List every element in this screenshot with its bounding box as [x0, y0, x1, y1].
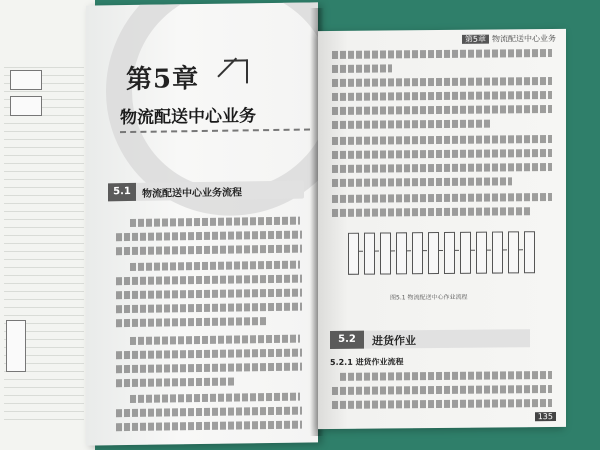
- body-text-line: [116, 317, 266, 327]
- body-text-line: [332, 149, 552, 159]
- flow-arrow: [486, 250, 491, 251]
- chapter-subtitle: 物流配送中心业务: [120, 106, 256, 129]
- body-text-line: [332, 385, 552, 395]
- flow-arrow: [422, 250, 427, 251]
- flow-arrow: [470, 250, 475, 251]
- table-surface: [566, 20, 600, 450]
- flow-step: [508, 231, 519, 273]
- body-text-line: [116, 349, 302, 360]
- flow-arrow: [454, 250, 459, 251]
- running-header-number: 第5章: [462, 35, 489, 44]
- background-diagram-box: [10, 96, 42, 116]
- body-text-line: [116, 231, 302, 242]
- right-page: [318, 29, 566, 429]
- body-text-line: [332, 49, 552, 59]
- body-text-line: [332, 105, 552, 115]
- flow-arrow: [358, 251, 363, 252]
- section-title: 进货作业: [372, 334, 416, 348]
- flow-step: [460, 232, 471, 274]
- arrow-up-right-icon: [224, 59, 248, 83]
- body-text-line: [130, 335, 300, 345]
- flow-step: [428, 232, 439, 274]
- subsection-title: 5.2.1 进货作业流程: [330, 357, 404, 367]
- body-text-line: [332, 135, 552, 145]
- flow-step: [476, 232, 487, 274]
- body-text-line: [332, 91, 552, 101]
- flow-arrow: [502, 249, 507, 250]
- body-text-line: [332, 177, 512, 187]
- body-text-line: [116, 407, 302, 418]
- chapter-title: 第5章: [126, 64, 200, 96]
- flow-step: [492, 231, 503, 273]
- body-text-line: [332, 120, 492, 129]
- section-number: 5.1: [108, 183, 136, 201]
- body-text-line: [332, 193, 552, 203]
- body-text-line: [332, 399, 552, 409]
- flow-step: [412, 232, 423, 274]
- background-book: [0, 0, 95, 450]
- body-text-line: [340, 371, 552, 381]
- body-text-line: [332, 77, 552, 87]
- section-heading: [108, 181, 304, 202]
- body-text-line: [116, 378, 236, 388]
- flow-arrow: [374, 251, 379, 252]
- flow-step: [348, 233, 359, 275]
- body-text-line: [116, 275, 302, 286]
- body-text-line: [116, 245, 302, 256]
- page-number: 135: [535, 412, 556, 421]
- body-text-line: [130, 261, 300, 271]
- body-text-line: [116, 289, 302, 300]
- flow-arrow: [438, 250, 443, 251]
- figure-caption: 图5.1 物流配送中心作业流程: [390, 293, 468, 302]
- flow-step: [396, 232, 407, 274]
- body-text-line: [332, 207, 532, 217]
- flow-diagram: [348, 225, 538, 283]
- body-text-line: [130, 217, 300, 227]
- section-title: 物流配送中心业务流程: [142, 187, 242, 200]
- background-diagram-box: [10, 70, 42, 90]
- left-page: [86, 2, 318, 445]
- section-heading: [330, 329, 530, 349]
- flow-step: [380, 232, 391, 274]
- flow-step: [524, 231, 535, 273]
- background-diagram-box: [6, 320, 26, 372]
- running-header-text: 物流配送中心业务: [492, 34, 556, 44]
- running-header: [462, 33, 556, 45]
- body-text-line: [332, 163, 552, 173]
- body-text-line: [116, 303, 302, 314]
- flow-arrow: [390, 250, 395, 251]
- body-text-line: [116, 421, 302, 432]
- body-text-line: [130, 393, 300, 403]
- section-number: 5.2: [330, 331, 364, 349]
- flow-step: [364, 233, 375, 275]
- body-text-line: [116, 363, 302, 374]
- flow-arrow: [518, 249, 523, 250]
- flow-arrow: [406, 250, 411, 251]
- flow-step: [444, 232, 455, 274]
- body-text-line: [332, 64, 392, 73]
